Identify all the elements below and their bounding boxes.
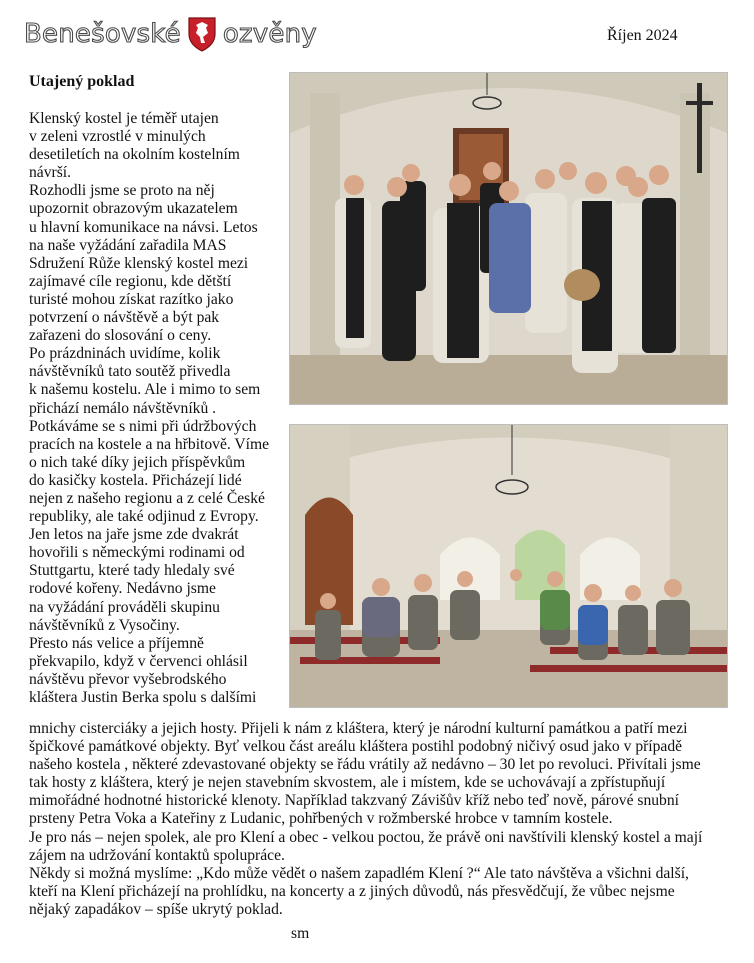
text-line: na naše vyžádání zařadila MAS [29, 236, 227, 254]
text-line: zájem na udržování kontaktů spolupráce. [29, 846, 285, 864]
text-line: Klenský kostel je téměř utajen [29, 110, 219, 127]
text-line: návštěvníků tato soutěž přivedla [29, 363, 231, 381]
author-signature: sm [291, 925, 310, 942]
text-line: v zeleni vzrostlé v minulých [29, 128, 206, 146]
text-line: návštěvníků z Vysočiny. [29, 616, 180, 634]
issue-date: Říjen 2024 [607, 27, 678, 44]
text-line: desetiletích na okolním kostelním [29, 146, 240, 164]
text-line: prsteny Petra Voka a Kateřiny z Ludanic, pohřbených v rožmberské hrobce v tamním kostele. [29, 810, 613, 828]
text-line: nějaký zapadákov – spíše ukrytý poklad. [29, 900, 283, 918]
text-line: špičkové památkové objekty. Byť velkou část areálu kláštera postihl podobný ničivý osud jako v případě [29, 738, 683, 756]
text-line: Rozhodli jsme se proto na něj [29, 182, 215, 200]
text-line: Potkáváme se s nimi při údržbových [29, 417, 257, 435]
visitors-seated-in-church-nave-icon [290, 425, 727, 707]
group-photo-monks-in-church-icon [290, 73, 727, 404]
text-line: u hlavní komunikace na návsi. Letos [29, 218, 258, 236]
text-line: Přesto nás velice a příjemně [29, 634, 204, 652]
text-line: hovořili s německými rodinami od [29, 544, 245, 562]
text-line: do kasičky kostela. Přicházejí lidé [29, 471, 242, 489]
article-continuation-text [29, 720, 741, 919]
article-column-text [29, 110, 291, 707]
text-line: návrší. [29, 164, 72, 182]
text-line: zařazeni do slosování o ceny. [29, 327, 212, 345]
text-line: republiky, ale také odjinud z Evropy. [29, 508, 259, 526]
text-line: turisté mohou získat razítko jako [29, 290, 234, 308]
text-line: rodové kořeny. Nedávno jsme [29, 580, 216, 598]
text-line: k našemu kostelu. Ale i mimo to sem [29, 381, 261, 399]
text-line: potvrzení o návštěvě a být pak [29, 309, 220, 327]
text-line: na vyžádání prováděli skupinu [29, 598, 220, 616]
text-line: mnichy cisterciáky a jejich hosty. Přijeli k nám z kláštera, který je národní kulturní památkou a patří mezi [29, 720, 688, 737]
text-line: Je pro nás – nejen spolek, ale pro Klení a obec - velkou poctou, že právě oni navštívili klenský kostel a mají [29, 828, 703, 846]
article-headline: Utajený poklad [29, 73, 135, 90]
text-line: upozornit obrazovým ukazatelem [29, 200, 238, 218]
text-line: pracích na kostele a na hřbitově. Víme [29, 435, 270, 453]
masthead [24, 14, 317, 54]
text-line: kláštera Justin Berka spolu s dalšími [29, 689, 257, 706]
text-line: zajímavé cíle regionu, kde dětští [29, 272, 232, 290]
text-line: přichází nemálo návštěvníků . [29, 399, 217, 417]
text-line: Stuttgartu, které tady hledaly své [29, 562, 235, 580]
text-line: Sdružení Růže klenský kostel mezi [29, 254, 249, 272]
text-line: našeho kostela , některé zdevastované objekty se řádu vrátily až nedávno – 30 let po revoluci. Přivítali jsme [29, 756, 701, 774]
photo-visitors-in-nave [289, 424, 728, 708]
text-line: překvapilo, když v červenci ohlásil [29, 652, 248, 670]
text-line: Někdy si možná myslíme: „Kdo může vědět o našem zapadlém Klení ?“ Ale tato návštěva a všichni další, [29, 864, 689, 882]
photo-group-in-chapel [289, 72, 728, 405]
text-line: nejen z našeho regionu a z celé České [29, 489, 265, 507]
text-line: o nich také díky jejich příspěvkům [29, 453, 246, 471]
coat-of-arms-icon [187, 16, 217, 52]
brand-name-left: Benešovské [24, 19, 181, 49]
text-line: mimořádné hodnotné historické klenoty. Například takzvaný Závišův kříž nebo teď nově, párové snubní [29, 792, 679, 810]
text-line: Jen letos na jaře jsme zde dvakrát [29, 526, 239, 544]
brand-name-right: ozvěny [222, 19, 317, 49]
text-line: návštěvu převor vyšebrodského [29, 670, 227, 688]
text-line: kteří na Klení přicházejí na prohlídku, na koncerty a z jiných důvodů, nás přesvědčují, že vůbec nejsme [29, 882, 675, 900]
text-line: tak hosty z kláštera, který je nejen stavebním skvostem, ale i místem, kde se uchovávají a zpřístupňují [29, 774, 666, 792]
text-line: Po prázdninách uvidíme, kolik [29, 345, 221, 363]
